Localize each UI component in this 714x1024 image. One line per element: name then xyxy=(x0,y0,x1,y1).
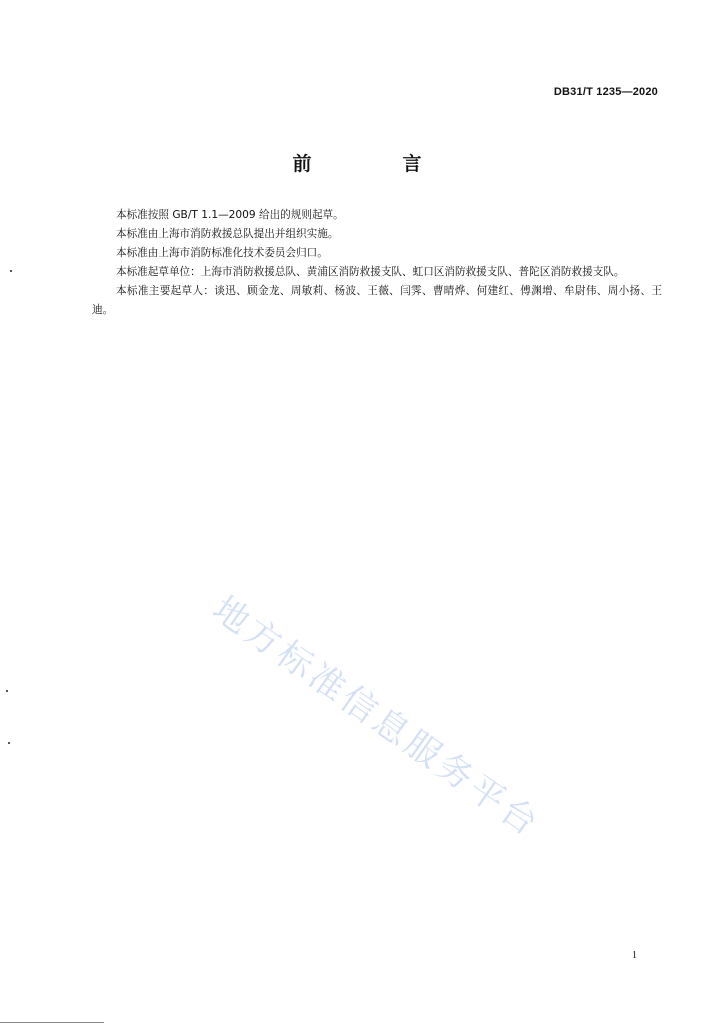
paragraph-drafters: 本标准主要起草人：谈迅、顾金龙、周敏莉、杨波、王薇、闫霁、曹晴烨、何建红、傅渊增、牟尉伟、周小扬、王迪。 xyxy=(92,285,662,316)
paragraph-drafting-units: 本标准起草单位：上海市消防救援总队、黄浦区消防救援支队、虹口区消防救援支队、普陀区消防救援支队。 xyxy=(116,266,625,278)
standard-code: DB31/T 1235—2020 xyxy=(553,86,658,98)
scan-mark xyxy=(10,270,12,272)
page-title: 前 言 xyxy=(292,153,458,175)
scan-mark xyxy=(8,742,10,744)
watermark: 地方标准信息服务平台 xyxy=(205,589,548,846)
page-number: 1 xyxy=(632,950,637,961)
bottom-edge-line xyxy=(0,1022,104,1023)
paragraph-administrator: 本标准由上海市消防标准化技术委员会归口。 xyxy=(116,247,328,259)
foreword-body xyxy=(92,206,662,320)
scan-mark xyxy=(6,690,8,692)
paragraph-drafting-rules: 本标准按照 GB/T 1.1—2009 给出的规则起草。 xyxy=(116,209,344,221)
paragraph-proposer: 本标准由上海市消防救援总队提出并组织实施。 xyxy=(116,228,339,240)
